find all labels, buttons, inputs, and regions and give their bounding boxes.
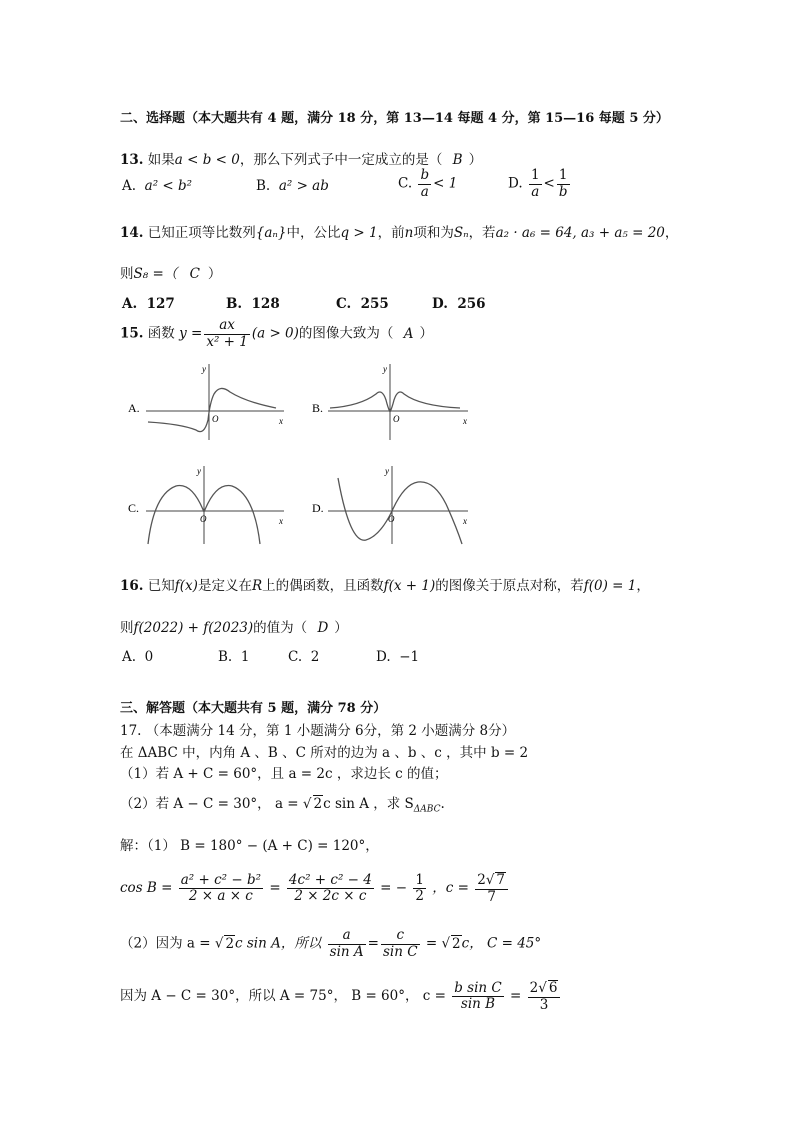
q16-option-c: C. 2 [288, 649, 320, 665]
q14-option-b: B. 128 [226, 296, 280, 312]
q13-option-d: D. $\frac{1}{a}$ < $\frac{1}{b}$ [508, 167, 568, 200]
graph-b-curve [330, 392, 460, 412]
svg-text:O: O [200, 514, 207, 524]
svg-text:O: O [388, 514, 395, 524]
svg-text:x: x [463, 516, 467, 526]
q14-option-d: D. 256 [432, 296, 486, 312]
q14-option-c: C. 255 [336, 296, 389, 312]
svg-text:O: O [393, 414, 400, 424]
svg-text:O: O [212, 414, 219, 424]
q17-header: 17. （本题满分 14 分，第 1 小题满分 6分，第 2 小题满分 8分） [120, 723, 516, 739]
q13-option-b: B. a² > ab [256, 178, 329, 194]
q15-stem: 15. 函数 y = $\frac{ax}{\text{x² + 1}}$ (a > 0)的图像大致为（ A ） [120, 317, 433, 350]
graph-b-label: B. [312, 401, 324, 415]
q17-solution-part2-final: 因为 A − C = 30°，所以 A = 75°， B = 60°， c = $\frac{\text{b sin C}}{\text{sin B}}$ = $\frac{2√ 6}{3}$ [120, 980, 562, 1013]
svg-text:y: y [383, 364, 387, 374]
svg-text:x: x [279, 416, 283, 426]
q17-part2: （2）若 A − C = 30°， a = √ 2c sin A ，求 $S_{\Delta ABC}$. [120, 796, 445, 815]
q17-solution-part2: （2）因为 a = √ 2c sin A，所以 $\frac{a}{\text{sin A}}$ = $\frac{c}{\text{sin C}}$ = √ 2c， C = 45° [120, 927, 542, 960]
svg-text:y: y [202, 364, 206, 374]
svg-text:x: x [463, 416, 467, 426]
graph-option-b [310, 362, 475, 442]
q17-intro: 在 ΔABC 中，内角 A 、B 、C 所对的边为 a 、b 、c ，其中 b = 2 [120, 745, 529, 761]
section2-header: 二、选择题（本大题共有 4 题，满分 18 分，第 13—14 每题 4 分，第 15—16 每题 5 分） [120, 111, 669, 126]
graph-option-d [310, 464, 475, 546]
svg-text:y: y [197, 466, 201, 476]
graph-a-curve [148, 388, 276, 431]
svg-text:x: x [279, 516, 283, 526]
q16-option-b: B. 1 [218, 649, 250, 665]
graph-option-a [126, 362, 296, 442]
q16-line2: 则f(2022) + f(2023)的值为（ D ） [120, 620, 348, 636]
graph-option-c [126, 464, 296, 546]
graph-a-label: A. [128, 401, 140, 415]
q14-option-a: A. 127 [122, 296, 175, 312]
q13-option-a: A. a² < b² [122, 178, 193, 194]
q17-part1: （1）若 A + C = 60°，且 a = 2c ，求边长 c 的值； [120, 766, 448, 782]
q13-stem: 13. 如果a < b < 0，那么下列式子中一定成立的是（ B ） [120, 152, 483, 168]
q16-stem: 16. 已知f(x)是定义在R上的偶函数，且函数f(x + 1)的图像关于原点对称，若f(0) = 1， [120, 578, 650, 594]
section3-header: 三、解答题（本大题共有 5 题，满分 78 分） [120, 701, 387, 716]
graph-c-label: C. [128, 501, 140, 515]
q17-solution-line1: 解：（1） B = 180° − (A + C) = 120°， [120, 838, 379, 854]
q16-option-d: D. −1 [376, 649, 420, 665]
q16-option-a: A. 0 [122, 649, 154, 665]
q14-line2: 则S₈ =（ C ） [120, 266, 222, 282]
q17-solution-cos: cos B = $\frac{\text{a² + c² − b²}}{2 \times a \times c}$ = $\frac{\text{4c² + c² − 4}}{2 \times 2c \times c}$ = − $\frac{1}{2}$ ，c = $\frac{2√ 7}{7}$ [120, 872, 510, 905]
q14-stem: 14. 已知正项等比数列{aₙ}中，公比q > 1，前n项和为Sₙ，若a₂ · a₆ = 64, a₃ + a₅ = 20， [120, 225, 679, 241]
graph-d-label: D. [312, 501, 324, 515]
q13-option-c: C. $\frac{b}{a}$ < 1 [398, 167, 458, 200]
svg-text:y: y [385, 466, 389, 476]
